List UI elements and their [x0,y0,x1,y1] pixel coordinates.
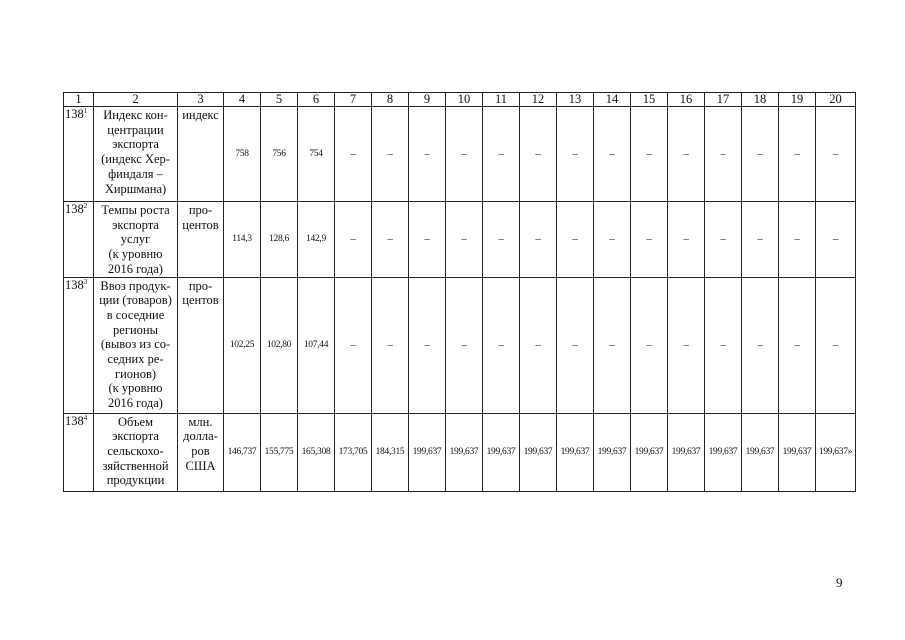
column-number: 4 [224,93,261,107]
value-cell: – [816,107,856,202]
value-cell: – [742,202,779,278]
table-row [64,413,856,491]
value-cell: – [520,277,557,413]
column-number: 2 [94,93,178,107]
value-cell: – [372,202,409,278]
value-cell: 155,775 [261,413,298,491]
value-cell: – [483,277,520,413]
row-number: $138^2$ [64,202,94,278]
value-cell: 199,637» [816,413,856,491]
value-cell: – [335,107,372,202]
unit-of-measure: млн. долла- ров США [178,413,224,491]
column-number: 7 [335,93,372,107]
value-cell: 184,315 [372,413,409,491]
indicator-name: Индекс кон- центрации экспорта (индекс Хер- финдаля – Хиршмана) [94,107,178,202]
row-number: $138^4$ [64,413,94,491]
column-number: 1 [64,93,94,107]
value-cell: 199,637 [668,413,705,491]
column-number: 16 [668,93,705,107]
value-cell: 128,6 [261,202,298,278]
value-cell: – [446,107,483,202]
value-cell: – [594,107,631,202]
value-cell: 199,637 [557,413,594,491]
value-cell: – [446,277,483,413]
value-cell: 173,705 [335,413,372,491]
value-cell: – [705,277,742,413]
value-cell: – [779,277,816,413]
value-cell: – [668,202,705,278]
value-cell: 146,737 [224,413,261,491]
column-number: 20 [816,93,856,107]
value-cell: – [594,277,631,413]
value-cell: – [668,277,705,413]
header-row [64,93,856,107]
value-cell: – [742,277,779,413]
value-cell: – [372,277,409,413]
column-number: 19 [779,93,816,107]
value-cell: – [483,202,520,278]
value-cell: 142,9 [298,202,335,278]
row-number: $138^1$ [64,107,94,202]
value-cell: – [557,202,594,278]
value-cell: – [742,107,779,202]
value-cell: – [705,202,742,278]
value-cell: 756 [261,107,298,202]
value-cell: 199,637 [779,413,816,491]
value-cell: 199,637 [742,413,779,491]
value-cell: – [483,107,520,202]
value-cell: 754 [298,107,335,202]
unit-of-measure: индекс [178,107,224,202]
column-number: 6 [298,93,335,107]
value-cell: 107,44 [298,277,335,413]
column-number: 18 [742,93,779,107]
value-cell: – [631,107,668,202]
indicator-name: Объем экспорта сельскохо- зяйственной продукции [94,413,178,491]
row-number: $138^3$ [64,277,94,413]
column-number: 13 [557,93,594,107]
column-number: 12 [520,93,557,107]
value-cell: – [705,107,742,202]
indicator-name: Темпы роста экспорта услуг (к уровню 2016 года) [94,202,178,278]
value-cell: 199,637 [631,413,668,491]
value-cell: – [409,202,446,278]
value-cell: 199,637 [409,413,446,491]
indicator-name: Ввоз продук- ции (товаров) в соседние регионы (вывоз из со- седних ре- гионов) (к уровню 2016 года) [94,277,178,413]
value-cell: – [779,202,816,278]
column-number: 15 [631,93,668,107]
column-number: 3 [178,93,224,107]
value-cell: – [631,277,668,413]
table-row [64,202,856,278]
value-cell: – [335,202,372,278]
value-cell: – [816,202,856,278]
value-cell: 199,637 [483,413,520,491]
unit-of-measure: про- центов [178,277,224,413]
value-cell: 199,637 [705,413,742,491]
value-cell: – [335,277,372,413]
value-cell: 165,308 [298,413,335,491]
value-cell: – [520,107,557,202]
value-cell: – [520,202,557,278]
column-number: 10 [446,93,483,107]
data-table [63,92,856,492]
value-cell: – [409,107,446,202]
column-number: 9 [409,93,446,107]
column-number: 14 [594,93,631,107]
value-cell: 758 [224,107,261,202]
value-cell: 199,637 [594,413,631,491]
value-cell: – [779,107,816,202]
value-cell: – [372,107,409,202]
value-cell: 199,637 [446,413,483,491]
column-number: 11 [483,93,520,107]
value-cell: 102,25 [224,277,261,413]
value-cell: – [631,202,668,278]
value-cell: – [409,277,446,413]
value-cell: 199,637 [520,413,557,491]
value-cell: 114,3 [224,202,261,278]
column-number: 5 [261,93,298,107]
value-cell: 102,80 [261,277,298,413]
table-row [64,107,856,202]
value-cell: – [594,202,631,278]
column-number: 8 [372,93,409,107]
value-cell: – [446,202,483,278]
column-number: 17 [705,93,742,107]
value-cell: – [557,107,594,202]
unit-of-measure: про- центов [178,202,224,278]
value-cell: – [816,277,856,413]
value-cell: – [557,277,594,413]
page-number: 9 [836,575,843,590]
table-row [64,277,856,413]
value-cell: – [668,107,705,202]
